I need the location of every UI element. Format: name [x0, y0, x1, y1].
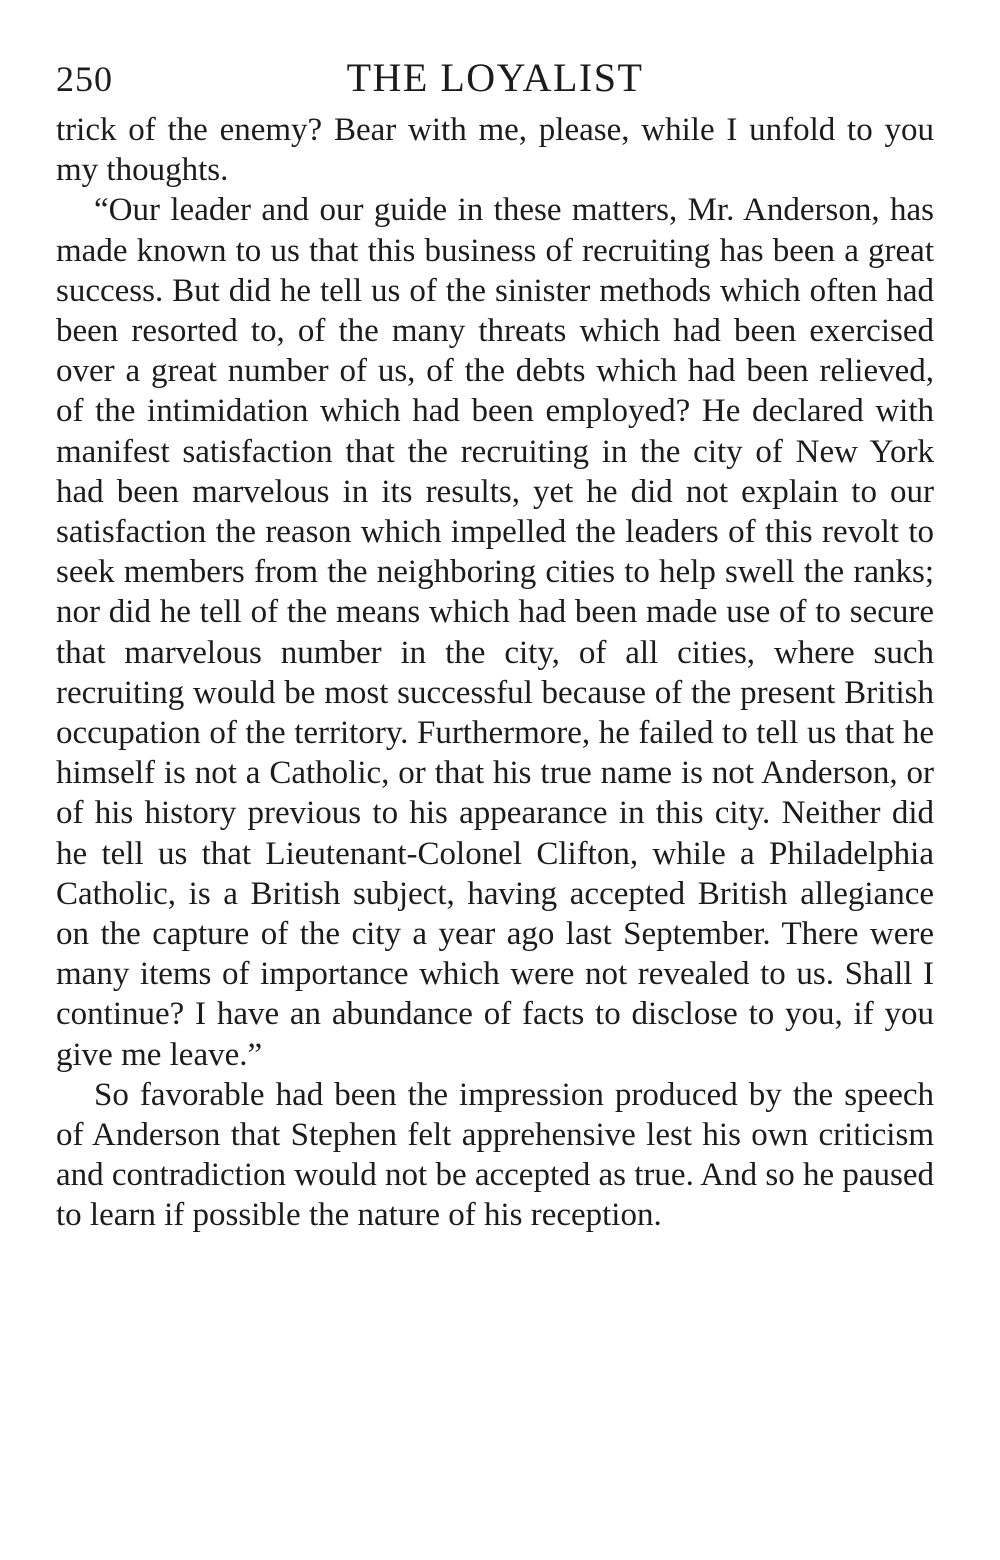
body-text: [56, 110, 934, 1236]
page-number: 250: [56, 59, 113, 99]
running-title: THE LOYALIST: [346, 55, 644, 100]
paragraph-continuation: trick of the enemy? Bear with me, please, while I unfold to you my thoughts.: [56, 112, 934, 189]
book-page: [56, 54, 934, 1236]
paragraph-speech: “Our leader and our guide in these matters, Mr. Anderson, has made known to us that this business of recruiting has been a great success. But did he tell us of the sinister methods which often had been resorted to, of the many threats which had been exercised over a great number of us, of the debts which had been relieved, of the intimidation which had been employed? He declared with manifest satisfaction that the recruiting in the city of New York had been marvelous in its results, yet he did not explain to our satisfaction the reason which impelled the leaders of this revolt to seek members from the neighboring cities to help swell the ranks; nor did he tell of the means which had been made use of to secure that marvelous number in the city, of all cities, where such recruiting would be most successful because of the present British occupation of the territory. Furthermore, he failed to tell us that he himself is not a Catholic, or that his true name is not Anderson, or of his history previous to his appearance in this city. Neither did he tell us that Lieutenant-Colonel Clifton, while a Philadelphia Catholic, is a British subject, having accepted British allegiance on the capture of the city a year ago last September. There were many items of importance which were not revealed to us. Shall I continue? I have an abundance of facts to disclose to you, if you give me leave.”: [56, 192, 934, 1073]
running-head: [56, 54, 934, 104]
paragraph-narration: So favorable had been the impression produced by the speech of Anderson that Stephen felt apprehensive lest his own criticism and contradiction would not be accepted as true. And so he paused to learn if possible the nature of his reception.: [56, 1076, 934, 1234]
